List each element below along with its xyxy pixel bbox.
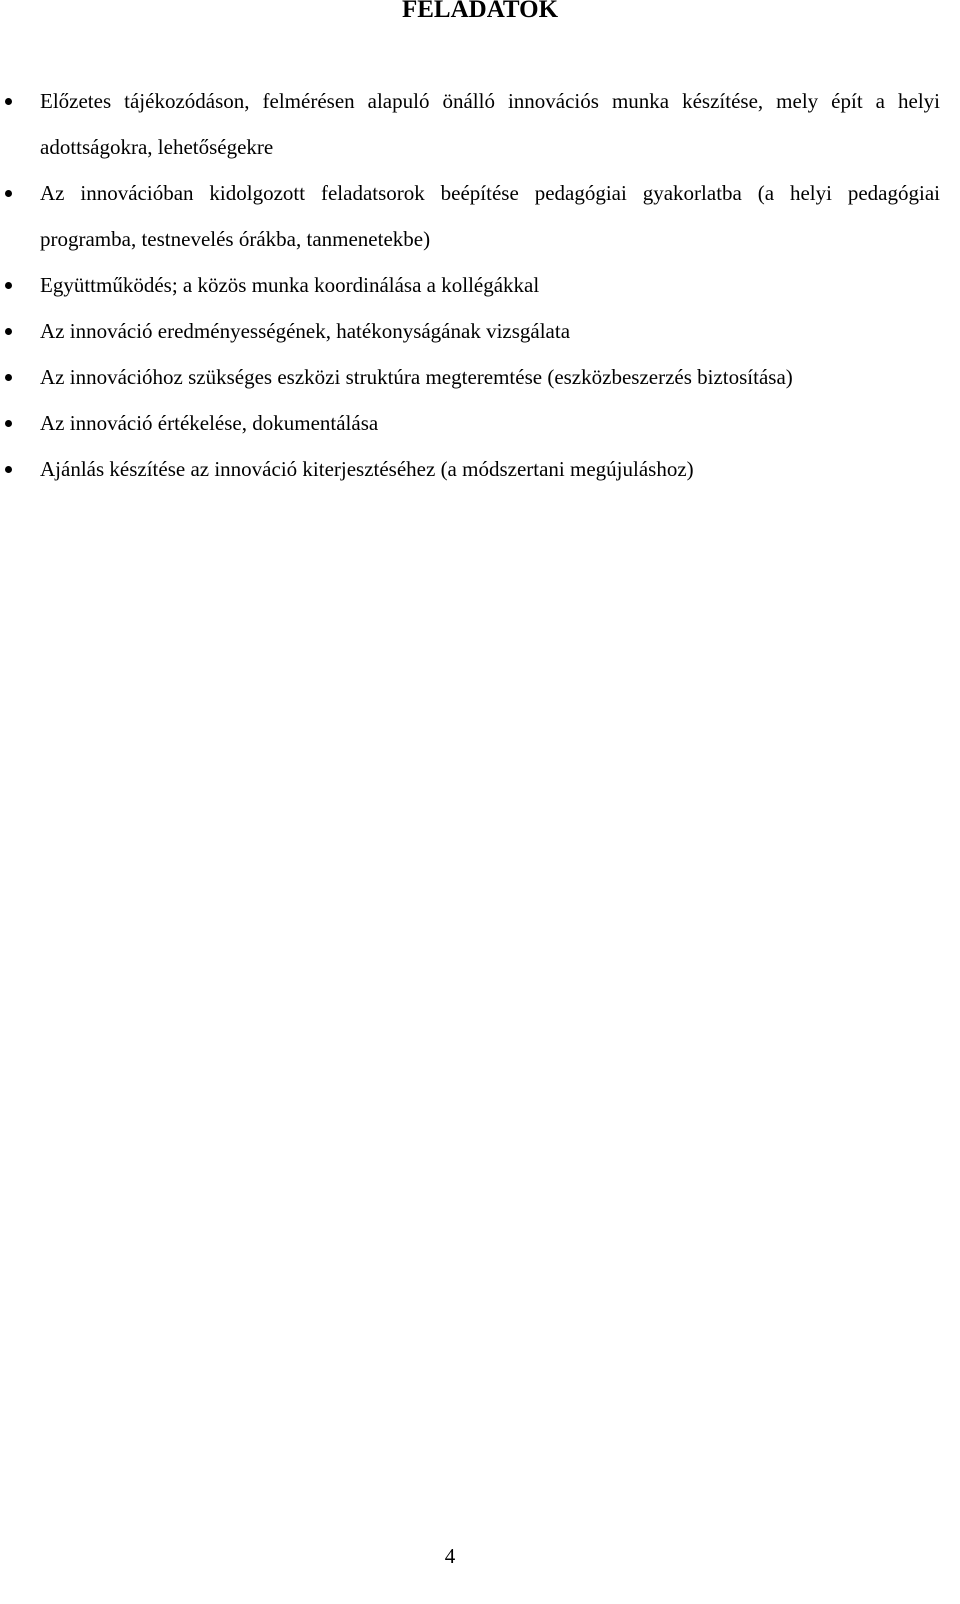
list-item-text: Az innováció eredményességének, hatékonyságának vizsgálata	[40, 319, 571, 343]
list-item	[0, 446, 960, 492]
list-item	[0, 354, 960, 400]
bullet-icon	[5, 282, 12, 289]
bullet-icon	[5, 374, 12, 381]
list-item	[0, 308, 960, 354]
list-item-text: Az innovációhoz szükséges eszközi struktúra megteremtése (eszközbeszerzés biztosítása)	[40, 365, 793, 389]
list-item-text: Együttműködés; a közös munka koordinálása a kollégákkal	[40, 273, 540, 297]
task-list	[0, 78, 960, 492]
bullet-icon	[5, 466, 12, 473]
page-title: FELADATOK	[401, 0, 559, 23]
bullet-icon	[5, 420, 12, 427]
list-item	[0, 78, 960, 170]
page-number: 4	[444, 1544, 456, 1568]
list-item-text: Az innovációban kidolgozott feladatsorok beépítése pedagógiai gyakorlatba (a helyi pedagógiai programba, testnevelés órákba, tanmenetekbe)	[40, 181, 940, 251]
list-item	[0, 170, 960, 262]
list-item-text: Az innováció értékelése, dokumentálása	[40, 411, 379, 435]
bullet-icon	[5, 190, 12, 197]
list-item-text: Ajánlás készítése az innováció kiterjesztéséhez (a módszertani megújuláshoz)	[40, 457, 694, 481]
list-item-text: Előzetes tájékozódáson, felmérésen alapuló önálló innovációs munka készítése, mely épít a helyi adottságokra, lehetőségekre	[40, 89, 940, 159]
bullet-icon	[5, 328, 12, 335]
list-item	[0, 400, 960, 446]
bullet-icon	[5, 98, 12, 105]
list-item	[0, 262, 960, 308]
